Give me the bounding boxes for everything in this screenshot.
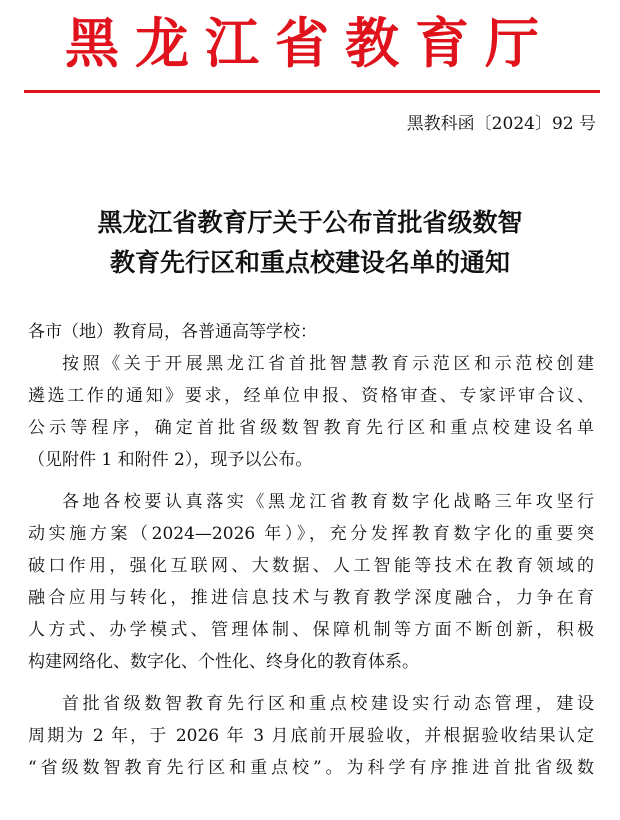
paragraph-line: 构建网络化、数字化、个性化、终身化的教育体系。 (28, 652, 419, 672)
paragraph-line: 动实施方案（2024—2026 年）》，充分发挥教育数字化的重要突 (28, 524, 594, 544)
document-title (20, 203, 600, 283)
paragraph-3 (28, 688, 594, 784)
paragraph-line: 融合应用与转化，推进信息技术与教育教学深度融合，力争在育 (28, 588, 594, 608)
paragraph-line: 人方式、办学模式、管理体制、保障机制等方面不断创新，积极 (28, 620, 594, 640)
title-line: 黑龙江省教育厅关于公布首批省级数智 (97, 208, 523, 237)
paragraph-line: “省级数智教育先行区和重点校”。为科学有序推进首批省级数 (28, 758, 594, 778)
paragraph-line: 公示等程序，确定首批省级数智教育先行区和重点校建设名单 (28, 418, 594, 438)
paragraph-line: 首批省级数智教育先行区和重点校建设实行动态管理，建设 (62, 694, 594, 714)
paragraph-line: （见附件 1 和附件 2），现予以公布。 (28, 450, 313, 470)
paragraph-line: 破口作用，强化互联网、大数据、人工智能等技术在教育领域的 (28, 556, 594, 576)
agency-letterhead-title: 黑龙江省教育厅 (65, 11, 555, 75)
paragraph-1 (28, 348, 594, 476)
paragraph-line: 周期为 2 年，于 2026 年 3 月底前开展验收，并根据验收结果认定 (28, 726, 594, 746)
document-number: 黑教科函〔2024〕92 号 (406, 114, 596, 134)
title-line: 教育先行区和重点校建设名单的通知 (109, 248, 510, 277)
letterhead-red-rule (24, 90, 600, 93)
paragraph-line: 按照《关于开展黑龙江省首批智慧教育示范区和示范校创建 (62, 354, 594, 374)
paragraph-line: 各地各校要认真落实《黑龙江省教育数字化战略三年攻坚行 (62, 492, 594, 512)
paragraph-line: 遴选工作的通知》要求，经单位申报、资格审查、专家评审合议、 (28, 386, 594, 406)
salutation: 各市（地）教育局，各普通高等学校： (28, 322, 317, 342)
document-body (28, 316, 594, 794)
paragraph-2 (28, 486, 594, 678)
